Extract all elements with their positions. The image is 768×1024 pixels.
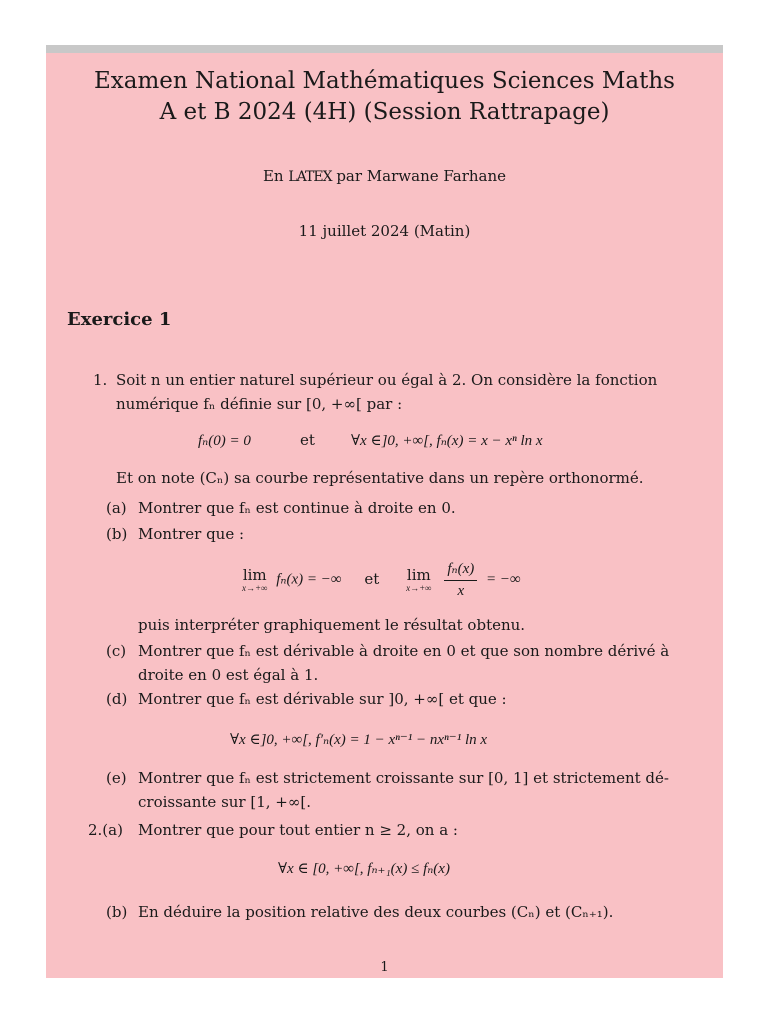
page-number: 1 (380, 960, 389, 975)
author-line (46, 167, 723, 185)
item-b-label: (b) (106, 525, 128, 543)
q2a-label: 2.(a) (88, 821, 123, 839)
limits-formula (238, 559, 521, 600)
latex-logo: LATEX (288, 169, 332, 185)
item-e-label: (e) (106, 769, 127, 787)
item-c-line-1: Montrer que fₙ est dérivable à droite en 0 et que son nombre dérivé à (138, 642, 670, 660)
limits-et: et (364, 569, 380, 588)
item-c-label: (c) (106, 642, 127, 660)
definition-left: fₙ(0) = 0 (198, 433, 251, 449)
author-name: par Marwane Farhane (336, 167, 507, 185)
q2a-text: Montrer que pour tout entier n ≥ 2, on a : (138, 821, 458, 839)
limit-2-fraction: $\frac{\text{fₙ(x)}}{x}$ (444, 559, 477, 600)
author-prefix: En (262, 167, 284, 185)
item-e-line-2: croissante sur [1, +∞[. (138, 793, 311, 811)
title-line-2: A et B 2024 (4H) (Session Rattrapage) (159, 99, 610, 125)
title-line-1: Examen National Mathématiques Sciences Maths (94, 68, 675, 94)
item-c-line-2: droite en 0 est égal à 1. (138, 666, 319, 684)
item-b-text: Montrer que : (138, 525, 245, 543)
item-b-after: puis interpréter graphiquement le résultat obtenu. (138, 616, 526, 634)
q1-number: 1. (93, 371, 108, 389)
limit-2: lim x→+∞ (406, 565, 432, 593)
q2b-label: (b) (106, 903, 128, 921)
q2b-text: En déduire la position relative des deux courbes (Cₙ) et (Cₙ₊₁). (138, 903, 614, 921)
q1-line-2: numérique fₙ définie sur [0, +∞[ par : (116, 395, 403, 413)
derivative-formula: ∀x ∈]0, +∞[, f′ₙ(x) = 1 − xⁿ⁻¹ − nxⁿ⁻¹ ln x (230, 732, 488, 748)
definition-right: ∀x ∈]0, +∞[, fₙ(x) = x − xⁿ ln x (351, 433, 543, 449)
q2a-formula: ∀x ∈ [0, +∞[, fₙ₊₁(x) ≤ fₙ(x) (278, 861, 450, 877)
top-border (46, 45, 723, 53)
curve-note: Et on note (Cₙ) sa courbe représentative dans un repère orthonormé. (116, 469, 644, 487)
item-d-label: (d) (106, 690, 128, 708)
definition-et: et (300, 431, 315, 449)
limit-1: lim x→+∞ (242, 565, 268, 593)
limit-1-expr: fₙ(x) = −∞ (276, 571, 342, 588)
date: 11 juillet 2024 (Matin) (298, 222, 471, 240)
document-page (46, 53, 723, 978)
exercise-heading: Exercice 1 (67, 309, 172, 330)
item-d-text: Montrer que fₙ est dérivable sur ]0, +∞[ et que : (138, 690, 507, 708)
q1-line-1: Soit n un entier naturel supérieur ou égal à 2. On considère la fonction (116, 371, 658, 389)
limit-2-tail: = −∞ (486, 571, 521, 588)
item-a-text: Montrer que fₙ est continue à droite en 0. (138, 499, 456, 517)
item-a-label: (a) (106, 499, 127, 517)
item-e-line-1: Montrer que fₙ est strictement croissante sur [0, 1] et strictement dé- (138, 769, 669, 787)
